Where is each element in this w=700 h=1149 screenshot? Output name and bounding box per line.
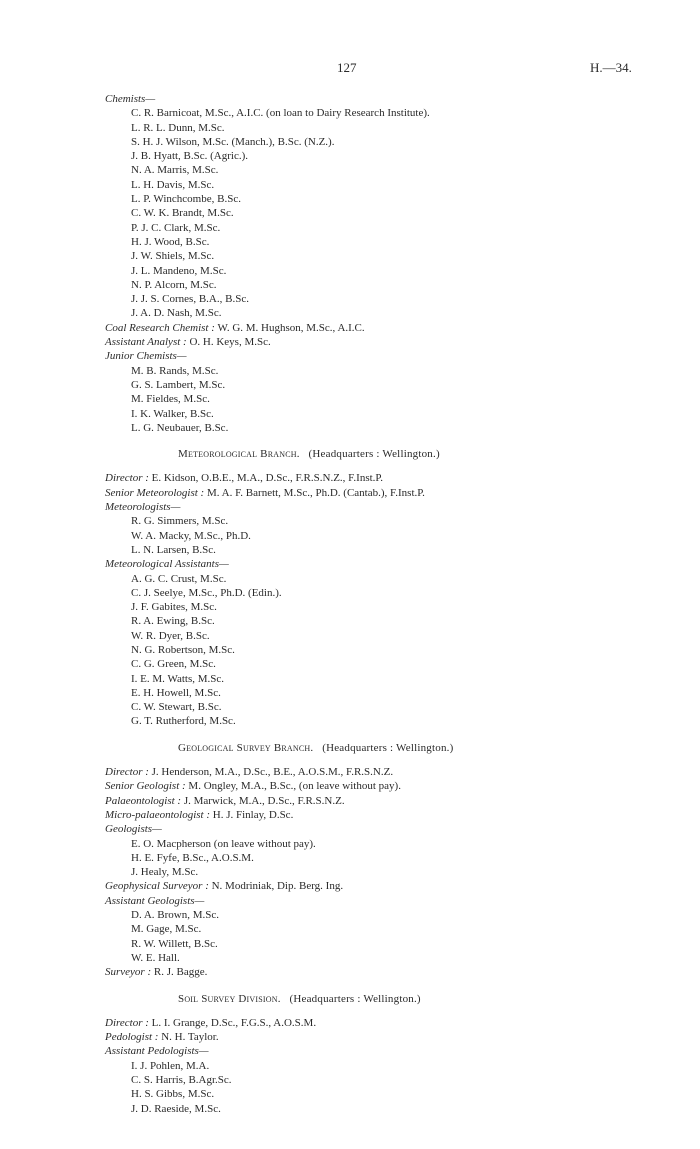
assistant-geologists-label: Assistant Geologists— bbox=[105, 894, 205, 907]
staff-entry: J. A. D. Nash, M.Sc. bbox=[131, 307, 222, 320]
staff-entry: C. W. K. Brandt, M.Sc. bbox=[131, 207, 234, 220]
geo-senior: Senior Geologist : M. Ongley, M.A., B.Sc., (on leave without pay). bbox=[105, 780, 401, 793]
page-number: 127 bbox=[337, 60, 357, 75]
staff-entry: E. O. Macpherson (on leave without pay). bbox=[131, 837, 316, 850]
staff-entry: L. P. Winchcombe, B.Sc. bbox=[131, 193, 241, 206]
geologists-label: Geologists— bbox=[105, 823, 162, 836]
assistant-analyst: Assistant Analyst : O. H. Keys, M.Sc. bbox=[105, 336, 271, 349]
chemists-list bbox=[105, 106, 665, 320]
staff-entry: C. J. Seelye, M.Sc., Ph.D. (Edin.). bbox=[131, 586, 282, 599]
staff-entry: C. S. Harris, B.Agr.Sc. bbox=[131, 1074, 232, 1086]
geologists-list bbox=[105, 837, 665, 880]
staff-entry: J. W. Shiels, M.Sc. bbox=[131, 250, 215, 263]
assistant-pedologists-list bbox=[105, 1059, 665, 1116]
report-reference: H.—34. bbox=[590, 60, 632, 75]
staff-entry: N. A. Marris, M.Sc. bbox=[131, 164, 219, 177]
staff-entry: M. B. Rands, M.Sc. bbox=[131, 364, 219, 377]
staff-entry: I. J. Pohlen, M.A. bbox=[131, 1059, 210, 1072]
staff-entry: M. Fieldes, M.Sc. bbox=[131, 393, 210, 406]
geo-palaeontologist: Palaeontologist : J. Marwick, M.A., D.Sc., F.R.S.N.Z. bbox=[105, 794, 345, 807]
junior-chemists-label: Junior Chemists— bbox=[105, 350, 187, 363]
staff-entry: N. G. Robertson, M.Sc. bbox=[131, 643, 235, 656]
meteorologists-list bbox=[105, 514, 665, 557]
staff-entry: D. A. Brown, M.Sc. bbox=[131, 909, 220, 922]
met-assistants-label: Meteorological Assistants— bbox=[105, 558, 229, 571]
staff-entry: L. R. L. Dunn, M.Sc. bbox=[131, 121, 225, 134]
staff-entry: H. S. Gibbs, M.Sc. bbox=[131, 1088, 215, 1101]
assistant-geologists-list bbox=[105, 908, 665, 965]
staff-entry: J. F. Gabites, M.Sc. bbox=[131, 601, 217, 614]
staff-entry: I. E. M. Watts, M.Sc. bbox=[131, 672, 225, 685]
staff-entry: J. J. S. Cornes, B.A., B.Sc. bbox=[131, 293, 249, 306]
staff-entry: P. J. C. Clark, M.Sc. bbox=[131, 221, 221, 234]
staff-entry: W. E. Hall. bbox=[131, 951, 180, 964]
staff-entry: C. G. Green, M.Sc. bbox=[131, 658, 216, 671]
staff-entry: G. T. Rutherford, M.Sc. bbox=[131, 715, 236, 728]
met-assistants-list bbox=[105, 572, 665, 729]
geophysical-surveyor: Geophysical Surveyor : N. Modriniak, Dip. Berg. Ing. bbox=[105, 880, 344, 893]
staff-entry: M. Gage, M.Sc. bbox=[131, 923, 202, 936]
geological-branch-heading: Geological Survey Branch. (Headquarters : Wellington.) bbox=[178, 741, 454, 754]
staff-entry: C. W. Stewart, B.Sc. bbox=[131, 701, 222, 714]
soil-pedologist: Pedologist : N. H. Taylor. bbox=[105, 1031, 219, 1044]
staff-entry: N. P. Alcorn, M.Sc. bbox=[131, 278, 217, 291]
geo-micro-palaeontologist: Micro-palaeontologist : H. J. Finlay, D.Sc. bbox=[105, 808, 294, 821]
staff-entry: J. Healy, M.Sc. bbox=[131, 866, 199, 879]
staff-entry: L. N. Larsen, B.Sc. bbox=[131, 543, 216, 556]
met-director: Director : E. Kidson, O.B.E., M.A., D.Sc., F.R.S.N.Z., F.Inst.P. bbox=[105, 472, 384, 485]
met-senior: Senior Meteorologist : M. A. F. Barnett, M.Sc., Ph.D. (Cantab.), F.Inst.P. bbox=[105, 486, 425, 499]
assistant-pedologists-label: Assistant Pedologists— bbox=[105, 1045, 209, 1058]
staff-entry: J. L. Mandeno, M.Sc. bbox=[131, 264, 227, 277]
geo-director: Director : J. Henderson, M.A., D.Sc., B.E., A.O.S.M., F.R.S.N.Z. bbox=[105, 766, 394, 779]
staff-entry: H. E. Fyfe, B.Sc., A.O.S.M. bbox=[131, 851, 254, 864]
staff-entry: R. W. Willett, B.Sc. bbox=[131, 937, 218, 950]
staff-entry: W. R. Dyer, B.Sc. bbox=[131, 629, 210, 642]
staff-entry: H. J. Wood, B.Sc. bbox=[131, 235, 210, 248]
staff-entry: E. H. Howell, M.Sc. bbox=[131, 686, 221, 699]
coal-research-chemist: Coal Research Chemist : W. G. M. Hughson, M.Sc., A.I.C. bbox=[105, 321, 365, 334]
staff-entry: I. K. Walker, B.Sc. bbox=[131, 407, 214, 420]
chemists-label: Chemists— bbox=[105, 93, 156, 105]
staff-entry: S. H. J. Wilson, M.Sc. (Manch.), B.Sc. (N.Z.). bbox=[131, 135, 335, 148]
meteorologists-label: Meteorologists— bbox=[105, 501, 181, 514]
staff-entry: A. G. C. Crust, M.Sc. bbox=[131, 572, 227, 585]
staff-entry: W. A. Macky, M.Sc., Ph.D. bbox=[131, 529, 251, 542]
staff-entry: C. R. Barnicoat, M.Sc., A.I.C. (on loan to Dairy Research Institute). bbox=[131, 107, 430, 120]
staff-entry: R. G. Simmers, M.Sc. bbox=[131, 515, 229, 528]
geo-surveyor: Surveyor : R. J. Bagge. bbox=[105, 966, 208, 979]
meteorological-branch-heading: Meteorological Branch. (Headquarters : Wellington.) bbox=[178, 448, 440, 461]
junior-chemists-list bbox=[105, 364, 665, 435]
staff-entry: J. D. Raeside, M.Sc. bbox=[131, 1102, 221, 1115]
staff-entry: R. A. Ewing, B.Sc. bbox=[131, 615, 215, 628]
staff-entry: L. G. Neubauer, B.Sc. bbox=[131, 421, 229, 434]
soil-survey-heading: Soil Survey Division. (Headquarters : Wellington.) bbox=[178, 992, 421, 1005]
staff-list bbox=[105, 92, 665, 1116]
staff-entry: J. B. Hyatt, B.Sc. (Agric.). bbox=[131, 150, 249, 163]
staff-entry: L. H. Davis, M.Sc. bbox=[131, 178, 215, 191]
soil-director: Director : L. I. Grange, D.Sc., F.G.S., A.O.S.M. bbox=[105, 1016, 317, 1029]
staff-entry: G. S. Lambert, M.Sc. bbox=[131, 378, 226, 391]
